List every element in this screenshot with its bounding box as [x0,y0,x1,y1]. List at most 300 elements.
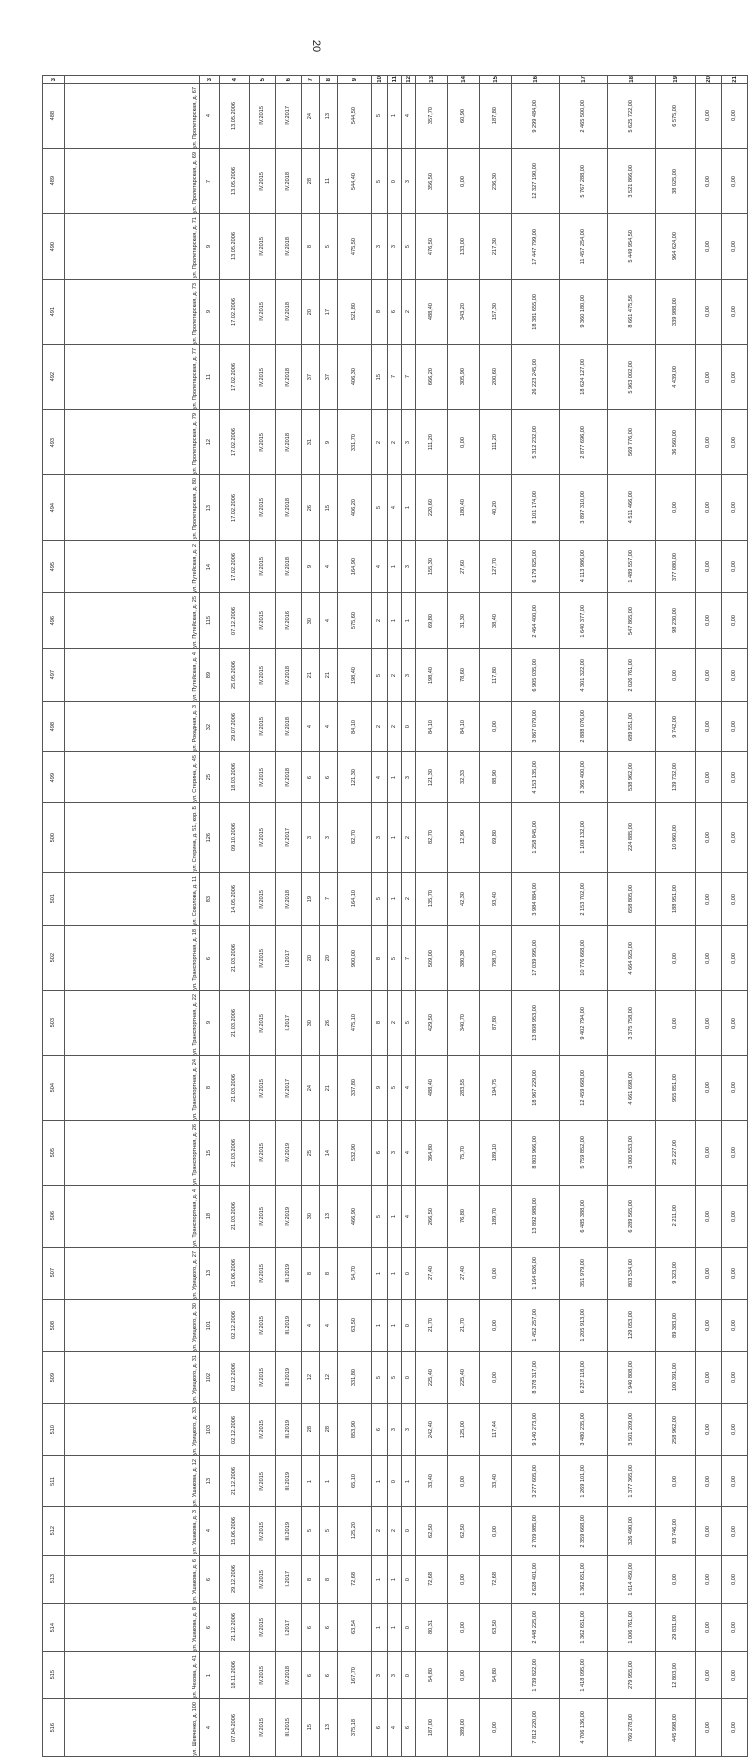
table-cell: 513 [43,1555,65,1603]
table-cell: 3 [372,803,388,872]
table-cell: 9 323,00 [656,1247,696,1299]
table-cell: 12 [302,1351,320,1403]
table-cell: 0,00 [696,1185,722,1247]
table-cell: 0,00 [696,540,722,593]
table-cell: 13 808 953,00 [512,991,560,1056]
table-cell: 0,00 [696,1507,722,1555]
table-row [43,1507,748,1555]
table-cell: 7 [402,926,416,991]
table-cell: 2 [402,803,416,872]
table-cell: 0,00 [696,279,722,344]
table-cell: 5 [372,1351,388,1403]
table-cell: 63,50 [338,1299,372,1351]
table-cell: 217,30 [480,214,512,279]
header-cell: 4 [220,76,250,84]
table-cell: 25 [200,752,220,803]
table-cell: 6 [372,1120,388,1185]
table-cell: 8 [372,926,388,991]
table-cell: 115 [200,593,220,649]
table-cell: 3 [372,214,388,279]
table-row [43,1456,748,1507]
table-cell: 102 [200,1351,220,1403]
table-cell: 12 327 190,00 [512,148,560,213]
table-cell: 31 [302,410,320,475]
table-cell: 0,00 [722,872,748,925]
address-cell: ул. Урицкого, д. 27 [65,1247,200,1299]
table-cell: 4 [388,1699,402,1757]
table-cell: 5 [320,214,338,279]
header-row [43,76,748,84]
table-cell: 476,50 [416,214,448,279]
table-cell: 18 967 229,00 [512,1055,560,1120]
table-cell: 29.07.2006 [220,701,250,751]
table-cell: 0,00 [696,1120,722,1185]
table-cell: 7 812 220,00 [512,1699,560,1757]
table-cell: 2 211,00 [656,1185,696,1247]
address-cell: ул. Чехова, д. 41 [65,1651,200,1698]
table-cell: 5 [372,148,388,213]
table-cell: 28 [320,1403,338,1455]
table-cell: 15.06.2006 [220,1507,250,1555]
table-cell: 0,00 [722,1699,748,1757]
table-cell: 19 [302,872,320,925]
header-cell [65,76,200,84]
table-cell: 0,00 [722,752,748,803]
table-cell: 499 [43,752,65,803]
table-cell: 0,00 [696,872,722,925]
header-cell: 3 [43,76,65,84]
table-cell: IV.2015 [250,1403,276,1455]
table-cell: 339 988,00 [656,279,696,344]
address-cell: ул. Пролетарская, д. 67 [65,83,200,148]
table-cell: 1 [388,752,402,803]
table-cell: 188 951,00 [656,872,696,925]
table-cell: 356,50 [416,148,448,213]
table-cell: 0,00 [696,926,722,991]
table-cell: 20 [320,926,338,991]
table-cell: 475,10 [338,991,372,1056]
table-row [43,1699,748,1757]
table-cell: 0,00 [656,1456,696,1507]
table-cell: IV.2015 [250,344,276,409]
table-cell: 78,60 [448,649,480,702]
address-cell: ул. Урицкого, д. 33 [65,1403,200,1455]
table-cell: 4 [402,1120,416,1185]
address-cell: ул. Путейская, д. 2 [65,540,200,593]
table-cell: 1 [388,83,402,148]
table-cell: 26 [320,991,338,1056]
table-cell: III.2015 [276,1699,302,1757]
table-cell: 9 360 180,00 [560,279,608,344]
table-cell: 129 053,00 [608,1299,656,1351]
table-cell: 1 [388,1185,402,1247]
table-cell: 09.10.2006 [220,803,250,872]
table-cell: 0,00 [722,1555,748,1603]
table-cell: 1 [388,593,402,649]
header-cell: 10 [372,76,388,84]
table-cell: 24 [302,83,320,148]
table-cell: 30 [302,991,320,1056]
table-cell: 6 485 388,00 [560,1185,608,1247]
table-cell: 406,30 [338,344,372,409]
table-cell: 2 [372,410,388,475]
header-cell: 12 [402,76,416,84]
table-cell: 532,90 [338,1120,372,1185]
table-cell: 9 402 794,00 [560,991,608,1056]
table-cell: IV.2015 [250,1507,276,1555]
table-cell: 84,10 [338,701,372,751]
table-row [43,752,748,803]
table-cell: 0,00 [448,410,480,475]
table-row [43,1055,748,1120]
table-cell: 6 [200,1555,220,1603]
table-cell: 236,30 [480,148,512,213]
table-cell: 6 [302,1651,320,1698]
table-cell: 2 [388,701,402,751]
table-cell: 21.12.2006 [220,1603,250,1651]
header-cell: 15 [480,76,512,84]
table-cell: 8 [372,991,388,1056]
table-cell: 12 803,00 [656,1651,696,1698]
table-cell: 2 628 401,00 [512,1555,560,1603]
table-cell: 3 [402,1403,416,1455]
table-cell: IV.2015 [250,649,276,702]
table-cell: 0,00 [656,1555,696,1603]
table-cell: 0,00 [480,1699,512,1757]
table-cell: IV.2018 [276,148,302,213]
table-cell: 3 [388,1403,402,1455]
table-cell: IV.2018 [276,1651,302,1698]
table-cell: 0,00 [722,1351,748,1403]
table-cell: III.2019 [276,1247,302,1299]
table-cell: IV.2015 [250,1699,276,1757]
table-cell: 40,20 [480,475,512,540]
table-cell: 117,44 [480,1403,512,1455]
table-cell: 2 [388,1507,402,1555]
table-cell: 4 664 925,00 [608,926,656,991]
table-row [43,872,748,925]
table-cell: 139 732,00 [656,752,696,803]
table-cell: 506 [43,1185,65,1247]
address-cell: ул. Ушакова, д. 6 [65,1555,200,1603]
table-cell: 38,40 [480,593,512,649]
table-cell: 0,00 [448,1456,480,1507]
table-cell: IV.2015 [250,1651,276,1698]
table-cell: 538 962,00 [608,752,656,803]
table-cell: IV.2015 [250,872,276,925]
table-cell: 0,00 [696,214,722,279]
table-cell: 224 885,00 [608,803,656,872]
table-cell: 127,70 [480,540,512,593]
table-cell: 5 [402,991,416,1056]
table-cell: 7 [402,344,416,409]
table-cell: 5 767 288,00 [560,148,608,213]
table-cell: 1 [388,1299,402,1351]
header-cell: 17 [560,76,608,84]
table-row [43,83,748,148]
header-cell: 19 [656,76,696,84]
table-cell: 189,10 [480,1120,512,1185]
table-cell: IV.2015 [250,1456,276,1507]
table-cell: 4 [200,1699,220,1757]
table-cell: 21 [302,649,320,702]
table-cell: 0 [402,1507,416,1555]
table-cell: IV.2015 [250,1185,276,1247]
table-cell: 798,70 [480,926,512,991]
table-cell: IV.2018 [276,701,302,751]
table-cell: 9 [200,279,220,344]
table-cell: 3 000 553,00 [608,1120,656,1185]
table-cell: IV.2018 [276,540,302,593]
table-cell: 497 [43,649,65,702]
registry-table [42,75,738,1756]
table-cell: 429,50 [416,991,448,1056]
table-cell: 07.12.2006 [220,593,250,649]
table-cell: 0,00 [696,991,722,1056]
table-cell: 0,00 [696,148,722,213]
table-cell: 5 [388,1055,402,1120]
table-cell: 0,00 [722,1120,748,1185]
table-cell: 1 258 845,00 [512,803,560,872]
table-cell: 509 [43,1351,65,1403]
table-cell: 12 [200,410,220,475]
table-row [43,593,748,649]
table-cell: 3 984 884,00 [512,872,560,925]
table-cell: 2 153 702,00 [560,872,608,925]
table-cell: IV.2015 [250,593,276,649]
table-cell: 72,68 [480,1555,512,1603]
address-cell: ул. Пролетарская, д. 71 [65,214,200,279]
table-cell: IV.2017 [276,83,302,148]
table-cell: 0,00 [722,991,748,1056]
table-cell: 125,20 [338,1507,372,1555]
table-cell: 11 [200,344,220,409]
table-cell: 8 661 475,56 [608,279,656,344]
table-cell: 0,00 [656,926,696,991]
page-number: 20 [310,39,323,53]
table-cell: 3 480 235,00 [560,1403,608,1455]
table-cell: 9 140 273,00 [512,1403,560,1455]
table-cell: 72,68 [416,1555,448,1603]
table-row [43,410,748,475]
table-cell: 121,30 [416,752,448,803]
table-cell: 82,70 [416,803,448,872]
table-cell: 1 [388,803,402,872]
table-cell: 2 [388,991,402,1056]
address-cell: ул. Ушакова, д. 8 [65,1603,200,1651]
table-cell: 21.03.2006 [220,1120,250,1185]
table-cell: 666,20 [416,344,448,409]
table-cell: 5 449 954,50 [608,214,656,279]
table-cell: 377 080,00 [656,540,696,593]
header-cell: 11 [388,76,402,84]
table-cell: IV.2015 [250,279,276,344]
table-cell: 493 [43,410,65,475]
table-cell: 496 [43,593,65,649]
table-cell: 93,40 [480,872,512,925]
table-cell: 24 [302,1055,320,1120]
table-cell: IV.2015 [250,1351,276,1403]
table-row [43,1120,748,1185]
table-cell: 1 [372,1456,388,1507]
table-cell: 5 [388,926,402,991]
table-row [43,1185,748,1247]
table-cell: IV.2015 [250,701,276,751]
table-cell: 4 [200,83,220,148]
table-cell: 305,90 [448,344,480,409]
table-cell: 0,00 [480,701,512,751]
table-cell: 6 575,00 [656,83,696,148]
table-cell: 1 [372,1299,388,1351]
table-cell: 4 [402,1055,416,1120]
table-cell: 02.12.2006 [220,1351,250,1403]
table-cell: I.2017 [276,991,302,1056]
table-cell: 15 [200,1120,220,1185]
table-cell: 0,00 [448,1555,480,1603]
table-cell: 157,30 [480,279,512,344]
table-cell: 13.05.2006 [220,83,250,148]
table-cell: 488,40 [416,279,448,344]
table-cell: 2 888 076,00 [560,701,608,751]
table-cell: 69,80 [416,593,448,649]
header-cell: 8 [320,76,338,84]
table-cell: 17.02.2006 [220,279,250,344]
table-cell: 0,00 [722,593,748,649]
address-cell: ул. Путейская, д. 25 [65,593,200,649]
table-cell: 544,40 [338,148,372,213]
table-cell: 0,00 [696,593,722,649]
table-cell: 351 979,00 [560,1247,608,1299]
table-cell: 0,00 [696,752,722,803]
table-cell: 0,00 [722,1403,748,1455]
table-cell: 60,90 [448,83,480,148]
table-row [43,214,748,279]
table-cell: 389,00 [448,1699,480,1757]
table-cell: 1 [320,1456,338,1507]
table-cell: 2 [372,701,388,751]
table-cell: IV.2015 [250,926,276,991]
table-cell: 30 [302,1185,320,1247]
table-cell: 475,50 [338,214,372,279]
table-cell: 28 [302,148,320,213]
table-row [43,540,748,593]
table-cell: 5 312 232,00 [512,410,560,475]
table-row [43,649,748,702]
table-cell: IV.2016 [276,593,302,649]
table-cell: 1 377 365,00 [608,1456,656,1507]
table-cell: 83 [200,872,220,925]
table-cell: 126 [200,803,220,872]
table-cell: 0,00 [696,1055,722,1120]
table-cell: 6 [200,926,220,991]
header-cell: 18 [608,76,656,84]
table-cell: 0,00 [696,1651,722,1698]
table-cell: 21 [320,649,338,702]
table-cell: 84,10 [416,701,448,751]
table-cell: 8 803 966,00 [512,1120,560,1185]
table-cell: 3 [388,214,402,279]
table-cell: 72,68 [338,1555,372,1603]
table-row [43,926,748,991]
table-cell: 4 113 986,00 [560,540,608,593]
table-cell: 6 237 118,00 [560,1351,608,1403]
table-cell: 964 624,00 [656,214,696,279]
table-cell: 87,80 [480,991,512,1056]
table-cell: 21.03.2006 [220,926,250,991]
table-cell: 500 [43,803,65,872]
table-cell: 0,00 [722,803,748,872]
table-cell: 220,60 [416,475,448,540]
table-cell: 1 [372,1247,388,1299]
table-cell: 36 560,00 [656,410,696,475]
table-cell: 2 [388,410,402,475]
table-cell: 6 289 565,00 [608,1185,656,1247]
table-cell: 0,00 [656,991,696,1056]
table-cell: 198,40 [338,649,372,702]
table-cell: 1 006 761,00 [608,1603,656,1651]
table-cell: 2 448 225,00 [512,1603,560,1651]
table-cell: 3 [402,649,416,702]
table-cell: IV.2018 [276,214,302,279]
table-cell: 0,00 [696,1699,722,1757]
address-cell: ул. Пролетарская, д. 69 [65,148,200,213]
table-cell: 9 742,00 [656,701,696,751]
address-cell: ул. Урицкого, д. 31 [65,1351,200,1403]
table-cell: 5 963 002,00 [608,344,656,409]
table-cell: 13.05.2006 [220,214,250,279]
header-cell: 14 [448,76,480,84]
table-cell: 17 [320,279,338,344]
header-cell: 21 [722,76,748,84]
table-row [43,1351,748,1403]
table-cell: 505 [43,1120,65,1185]
address-cell: ул. Пролетарская, д. 80 [65,475,200,540]
table-cell: 25.05.2006 [220,649,250,702]
table-cell: 8 [320,1555,338,1603]
table-cell: 3 [320,803,338,872]
table-cell: 1 [302,1456,320,1507]
table-cell: 133,00 [448,214,480,279]
table-cell: 0,00 [696,410,722,475]
table-cell: 1 269 101,00 [560,1456,608,1507]
table-cell: 357,70 [416,83,448,148]
table-cell: 164,90 [338,540,372,593]
address-cell: ул. Стерина, д. 51, кор. Б [65,803,200,872]
table-cell: 0,00 [722,1603,748,1651]
table-cell: 0,00 [722,148,748,213]
table-cell: 7 [388,344,402,409]
table-cell: 12 [320,1351,338,1403]
table-cell: 2 [372,593,388,649]
table-cell: 5 [372,872,388,925]
table-cell: 488 [43,83,65,148]
table-cell: 266,50 [416,1185,448,1247]
table-cell: IV.2015 [250,752,276,803]
table-cell: 33,40 [480,1456,512,1507]
table-cell: 337,80 [338,1055,372,1120]
table-cell: 4 661 698,00 [608,1055,656,1120]
table-cell: 0,00 [448,1603,480,1651]
table-cell: 10 960,00 [656,803,696,872]
table-cell: IV.2015 [250,148,276,213]
table-cell: 501 [43,872,65,925]
table-cell: 380,38 [448,926,480,991]
table-cell: 100 391,00 [656,1351,696,1403]
table-cell: 21.03.2006 [220,1055,250,1120]
table-cell: 54,70 [338,1247,372,1299]
table-cell: 135,70 [416,872,448,925]
table-cell: 32,33 [448,752,480,803]
